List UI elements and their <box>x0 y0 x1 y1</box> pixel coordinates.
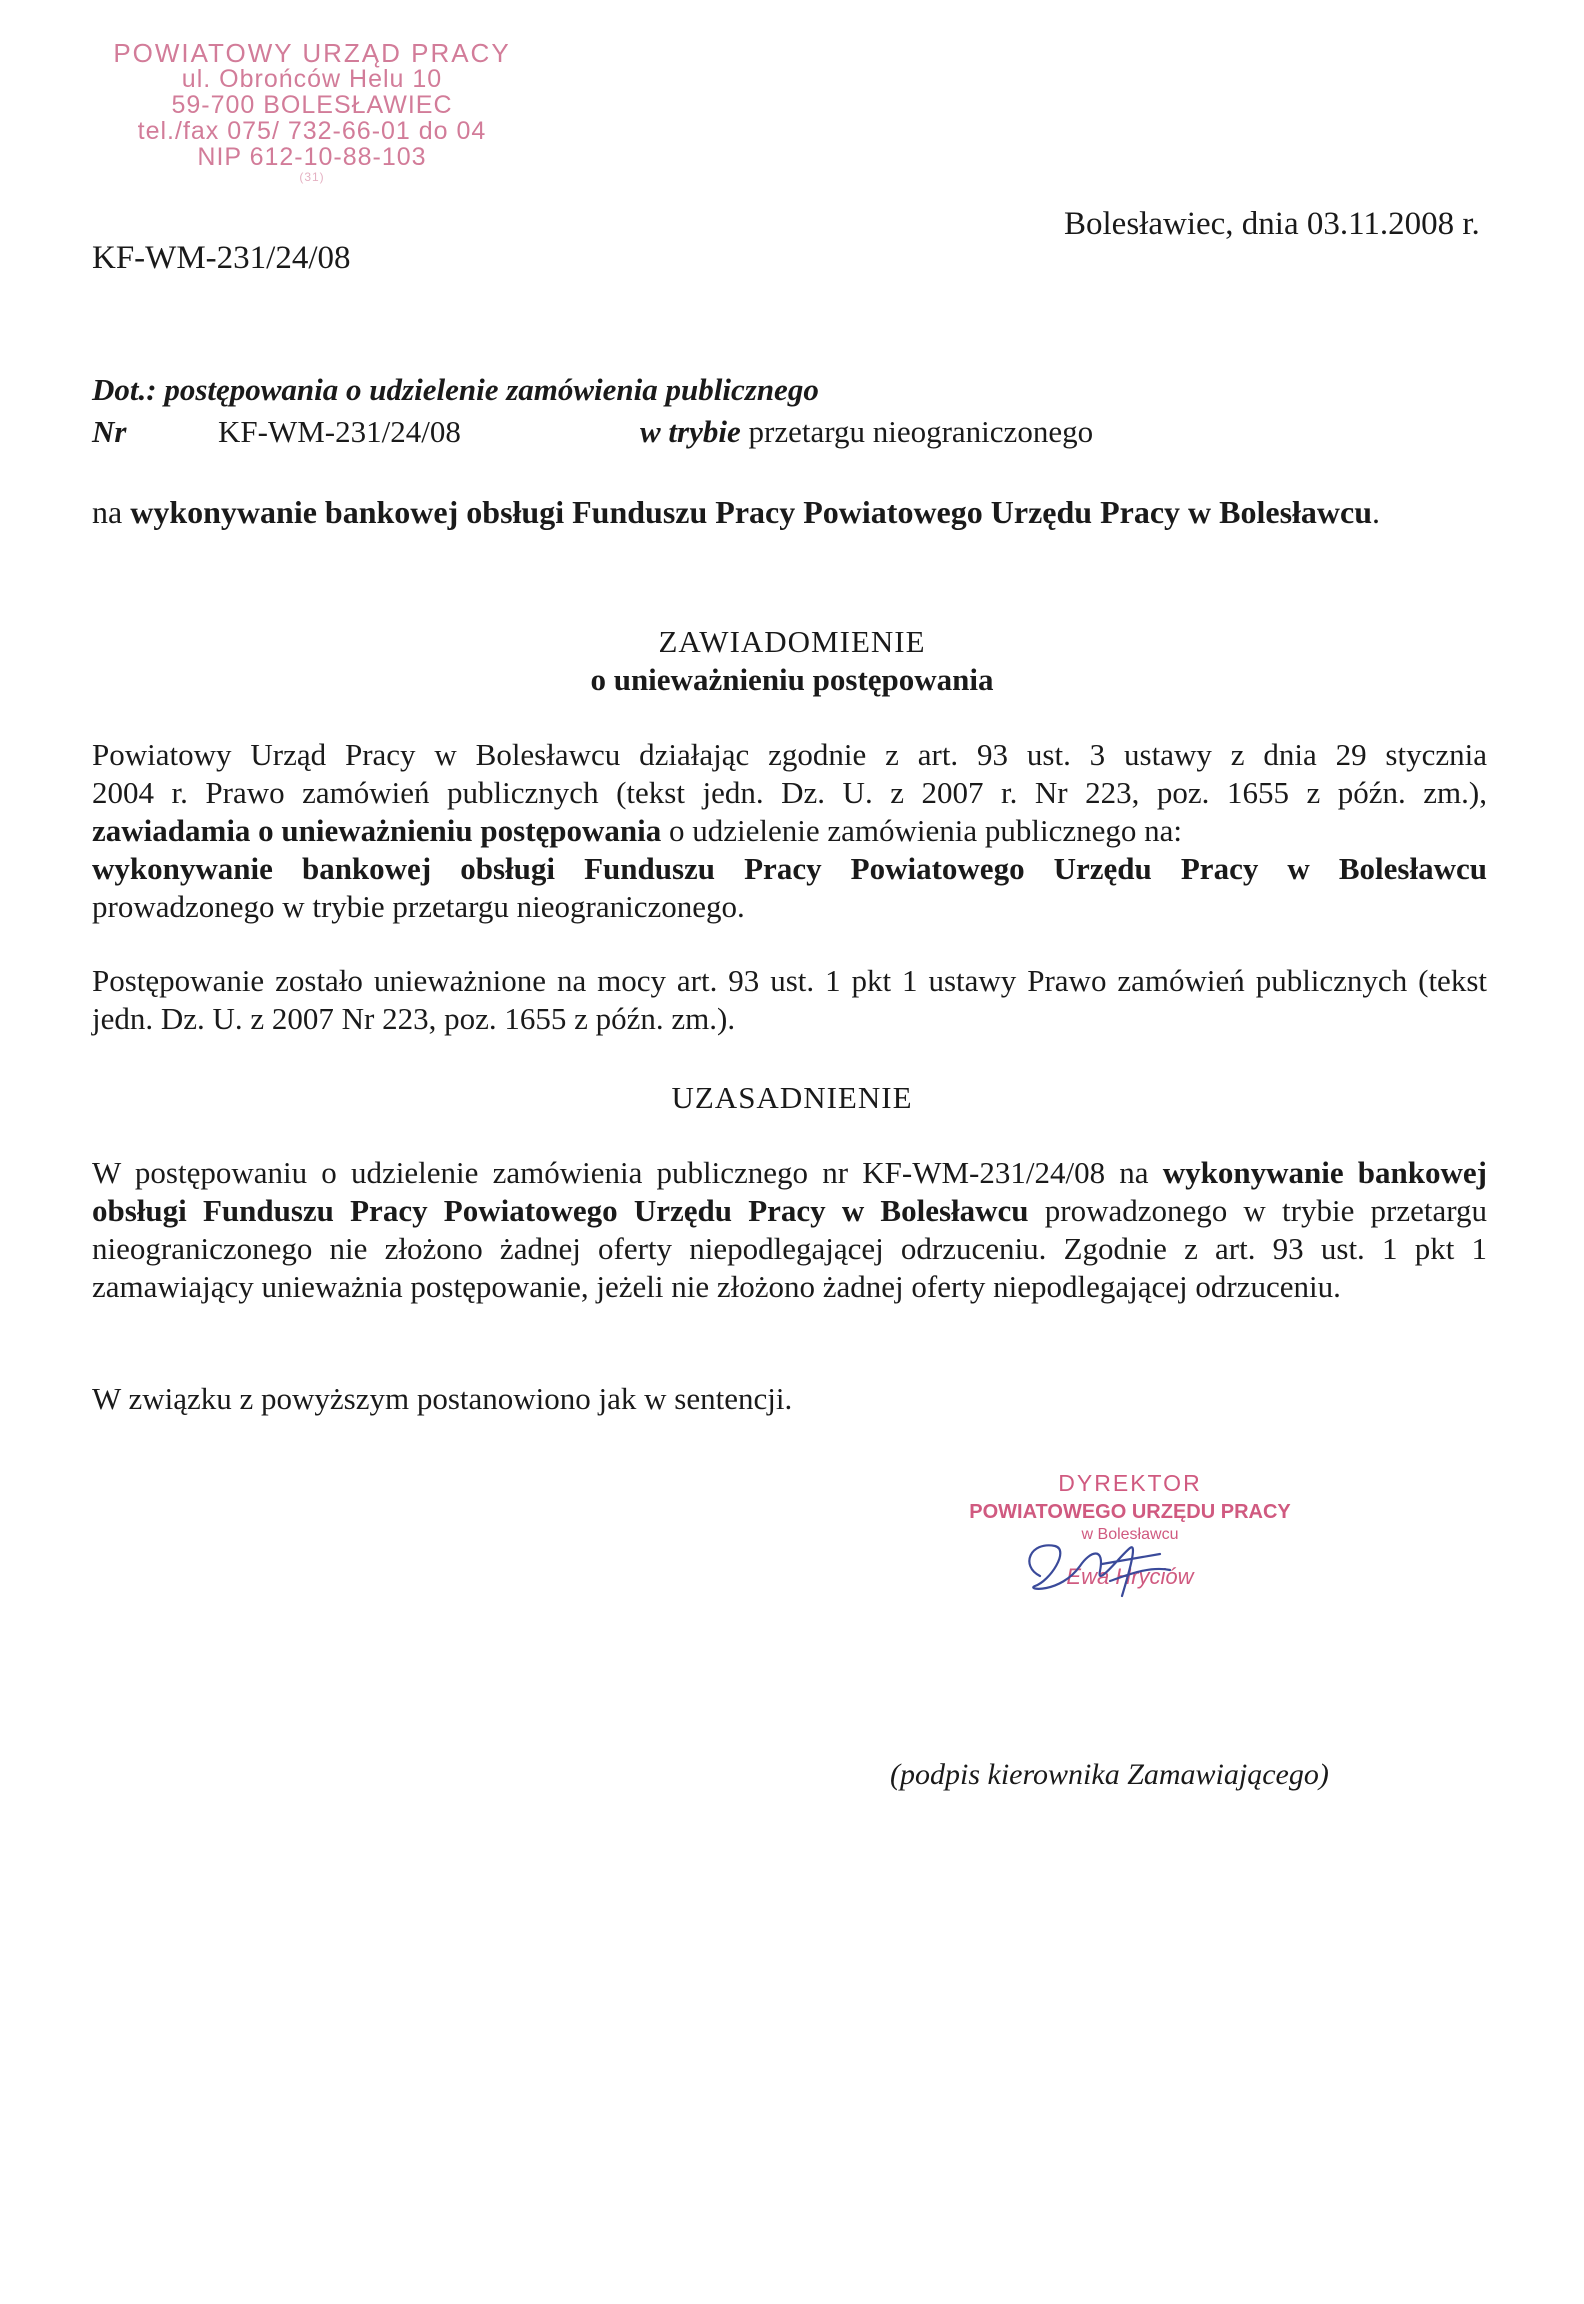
signature-name: Ewa Hryciów <box>1066 1564 1194 1589</box>
subject-bold: wykonywanie bankowej obsługi Funduszu Pracy Powiatowego Urzędu Pracy w Bolesławcu <box>130 494 1373 530</box>
nr-value: KF-WM-231/24/08 <box>218 414 461 449</box>
paragraph-line: wykonywanie bankowej obsługi Funduszu Pracy Powiatowego Urzędu Pracy w Bolesławcu <box>92 851 1487 886</box>
office-stamp <box>112 40 512 184</box>
stamp-line: 59-700 BOLESŁAWIEC <box>171 91 453 119</box>
notice-title: ZAWIADOMIENIE <box>658 624 926 659</box>
notice-paragraph <box>92 736 1487 926</box>
paragraph-line: 2004 r. Prawo zamówień publicznych (tekst jedn. Dz. U. z 2007 r. Nr 223, poz. 1655 z późn. zm.), <box>92 775 1487 810</box>
nr-label: Nr <box>92 414 127 449</box>
signature-office: POWIATOWEGO URZĘDU PRACY <box>969 1501 1291 1523</box>
stamp-line: tel./fax 075/ 732-66-01 do 04 <box>137 117 487 145</box>
conclusion-paragraph: W związku z powyższym postanowiono jak w sentencji. <box>92 1381 793 1416</box>
paragraph-text: prowadzonego w trybie przetargu nieograniczonego nie złożono żadnej oferty niepodlegającej odrzuceniu. Zgodnie z art. 93 ust. 1 pkt 1 zamawiający unieważnia postępowanie, jeżeli nie złożono żadnej oferty niepodlegającej odrzuceniu. <box>92 1193 1487 1304</box>
subject-suffix: . <box>1372 494 1381 530</box>
procedure-mode <box>640 414 1093 450</box>
signature-title: DYREKTOR <box>1058 1470 1202 1496</box>
signature-place: w Bolesławcu <box>1081 1526 1179 1543</box>
regarding-line: Dot.: postępowania o udzielenie zamówienia publicznego <box>92 372 819 407</box>
mode-label: w trybie <box>640 414 741 449</box>
signature-caption: (podpis kierownika Zamawiającego) <box>890 1758 1329 1791</box>
stamp-line: ul. Obrońców Helu 10 <box>181 65 443 93</box>
paragraph-line: prowadzonego w trybie przetargu nieograniczonego. <box>92 889 745 924</box>
stamp-line: POWIATOWY URZĄD PRACY <box>113 38 511 68</box>
paragraph-line <box>92 812 1487 850</box>
legal-basis-paragraph: Postępowanie zostało unieważnione na mocy art. 93 ust. 1 pkt 1 ustawy Prawo zamówień publicznych (tekst jedn. Dz. U. z 2007 Nr 223, poz. 1655 z późn. zm.). <box>92 963 1487 1036</box>
paragraph-bold: wykonywanie bankowej obsługi Funduszu Pracy Powiatowego Urzędu Pracy w Bolesławcu <box>92 1155 1487 1228</box>
stamp-line: (31) <box>299 170 325 184</box>
justification-paragraph <box>92 1154 1487 1306</box>
document-date: Bolesławiec, dnia 03.11.2008 r. <box>1064 206 1480 242</box>
paragraph-text: o udzielenie zamówienia publicznego na: <box>661 813 1183 848</box>
paragraph-line: Powiatowy Urząd Pracy w Bolesławcu działając zgodnie z art. 93 ust. 3 ustawy z dnia 29 stycznia <box>92 737 1487 772</box>
notice-subtitle: o unieważnieniu postępowania <box>590 662 994 697</box>
stamp-line: NIP 612-10-88-103 <box>197 143 427 171</box>
paragraph-text: W postępowaniu o udzielenie zamówienia publicznego nr KF-WM-231/24/08 na <box>92 1155 1163 1190</box>
procedure-subject <box>92 494 1380 531</box>
handwritten-signature <box>1010 1526 1190 1606</box>
reference-number: KF-WM-231/24/08 <box>92 240 351 276</box>
justification-title: UZASADNIENIE <box>671 1080 913 1115</box>
subject-prefix: na <box>92 494 131 530</box>
mode-value: przetargu nieograniczonego <box>740 414 1094 449</box>
paragraph-bold: zawiadamia o unieważnieniu postępowania <box>92 813 662 848</box>
